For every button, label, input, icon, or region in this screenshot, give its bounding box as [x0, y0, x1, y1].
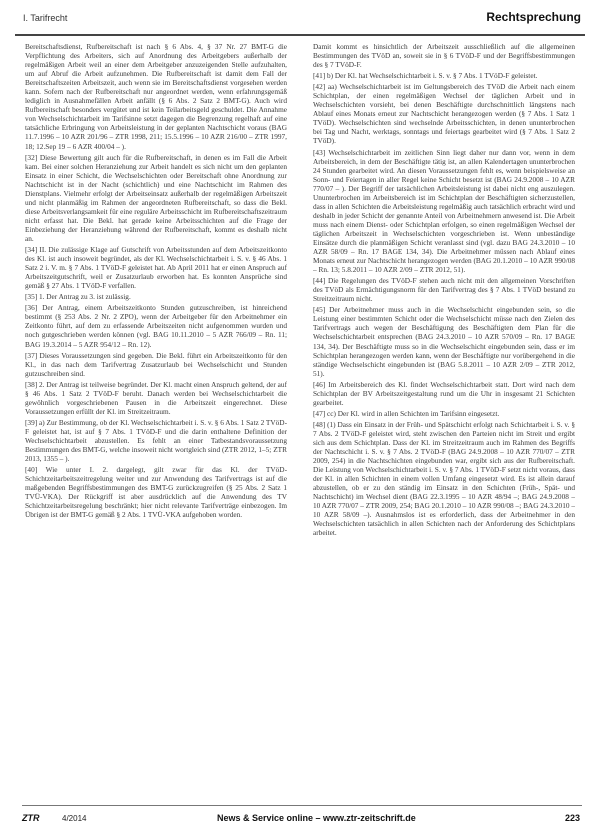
right-paragraph: [46] Im Arbeitsbereich des Kl. findet Wechselschichtarbeit statt. Dort wird nach dem Schichtplan der BV Arbeitszeitgestaltung rund um die Uhr in insgesamt 21 Schichten gearbeitet.: [313, 379, 575, 407]
journal-logo: ZTR: [22, 813, 40, 823]
website-link[interactable]: News & Service online – www.ztr-zeitschrift.de: [217, 813, 416, 823]
right-paragraph: [43] Wechselschichtarbeit im zeitlichen Sinn liegt daher nur dann vor, wenn in dem Arbeitsbereich, in dem der Beschäftigte tätig ist, an allen Kalendertagen ununterbrochen 24 Stunden gearbeitet wird. An diesen Voraussetzungen fehlt es, wenn beispielsweise an Sonn- und Feiertagen in aller Regel keine Schicht besetzt ist (BAG 24.9.2008 – 10 AZR 770/07 – ). Der Begriff der tatsächlichen Arbeitsleistung ist dabei nicht eng auszulegen. Ununterbrochen im Arbeitsbereich ist im Schichtplan der Beschäftigten sicherzustellen, dass in allen Schichten die Arbeitsleistung regelmäßig auch tatsächlich erbracht wird und deshalb in jeder Schicht der genannte Anteil von Arbeitnehmern anwesend ist. Die Arbeit muss nach einem Dienst- oder Schichtplan erfolgen, so einen regelmäßigen Wechsel der täglichen Arbeitszeit in Wechselschichten vorgeschrieben ist. Wenn unbeständige Einsätze durch die planmäßigen Schicht veranlasst sind (vgl. dazu BAG 24.3.2010 – 10 AZR 58/09 – Rn. 17 BAGE 134, 34). Die Arbeitnehmer müssen nach Ablauf eines Monats erneut zur Nachtschicht herangezogen werden (BAG 20.1.2010 – 10 AZR 990/08 – Rn. 13; 5.8.2011 – 10 AZR 2/09 – ZTR 2012, 51).: [313, 147, 575, 275]
left-paragraph: [34] II. Die zulässige Klage auf Gutschrift von Arbeitsstunden auf dem Arbeitszeitkonto des Kl. ist auch insoweit begründet, als der Kl. Wechselschichtarbeit i. S. v. § 46 Abs. 1 Satz 2 i. V. m. § 7 Abs. 1 TVöD-F geleistet hat. Ab April 2011 hat er einen Anspruch auf Arbeitszeitgutschrift, weil er Zusatzurlaub erworben hat. Es konnten Ansprüche sind gemäß § 27 Abs. 1 TVöD-F verfallen.: [25, 245, 287, 291]
category-label: Rechtsprechung: [486, 10, 581, 24]
page-header: [15, 6, 585, 36]
page-number: 223: [564, 813, 580, 823]
section-label: I. Tarifrecht: [23, 13, 68, 23]
right-column: [313, 42, 575, 798]
right-paragraph: [42] aa) Wechselschichtarbeit ist im Geltungsbereich des TVöD die Arbeit nach einem Schichtplan, der einen regelmäßigen Wechsel der täglichen Arbeit und in Wechselschichten vorsieht, bei denen Beschäftigte durchschnittlich längstens nach Ablauf eines Monats erneut zur Nachtschicht herangezogen werden (§ 7 Abs. 1 Satz 1 TVöD). Wechselschichten sind wechselnde Arbeitsschichten, in denen ununterbrochen bei Tag und Nacht, werktags, sonntags und feiertags gearbeitet wird (§ 7 Abs. 1 Satz 2 TVöD).: [313, 82, 575, 146]
left-paragraph: [37] Dieses Voraussetzungen sind gegeben. Die Bekl. führt ein Arbeitszeitkonto für den Kl., in das nach dem Tarifvertrag Zusatzurlaub bei Wechselschicht und Stunden gutzuschreiben sind.: [25, 350, 287, 378]
left-paragraph: [36] Der Antrag, einem Arbeitszeitkonto Stunden gutzuschreiben, ist hinreichend bestimmt (§ 253 Abs. 2 Nr. 2 ZPO), wenn der Arbeitgeber für den Arbeitnehmer ein Zeitkonto führt, auf dem zu erfassende Arbeitszeiten nicht aufgenommen wurden und noch gutgeschrieben werden können (vgl. BAG 10.11.2010 – 5 AZR 766/09 – Rn. 11; BAG 19.3.2014 – 5 AZR 954/12 – Rn. 12).: [25, 303, 287, 349]
left-paragraph: Bereitschaftsdienst, Rufbereitschaft ist nach § 6 Abs. 4, § 37 Nr. 27 BMT-G die Verpflichtung des Arbeiters, sich auf Anordnung des Arbeitgebers außerhalb der regelmäßigen Arbeit weil an einer dem Arbeitgeber anzuzeigenden Stelle aufzuhalten, um auf Abruf die Arbeit aufzunehmen. Die Rufbereitschaft ist damit dem Fall der Bereitschaftszeiten Arbeitszeit, auch wenn sie im Bereitschaftsdienst vorgesehen werden kann. Sofern nach der Rufbereitschaft nur angeordnet werden, wenn erfahrungsgemäß lediglich in Ausnahmefällen Arbeit anfällt (§ 6 Abs. 2 Satz 2 BMT-G). Auch wird Rufbereitschaft besonders vergütet und ist kein Teilarbeitsgeld geschuldet. Die Annahme von Wechselschichtarbeit im Tarifsinne setzt dagegen die Begrenzung regelhaft auf eine tatsächliche Erbringung von Arbeitsleistung in der geplanten Nachtschicht voraus (BAG 11.7.1996 – 10 AZR 201/96 – ZTR 1998, 211; 15.5.1996 – 10 AZR 216/00 – ZTR 1997, 18; 12.Sep 19 – 6 AZR 400/04 – ).: [25, 42, 287, 151]
right-paragraph: [47] cc) Der Kl. wird in allen Schichten im Tarifsinn eingesetzt.: [313, 408, 500, 418]
right-paragraph: [48] (1) Dass ein Einsatz in der Früh- und Spätschicht erfolgt nach Schichtarbeit i. S. v. § 7 Abs. 2 TVöD-F geleistet wird, steht zwischen den Parteien nicht im Streit und ergibt sich aus dem Schichtplan. Dass der Kl. im Streitzeitraum auch im Rahmen des Begriffs der Nachtschicht i. S. v. § 7 Abs. 2 TVöD-F (BAG 24.9.2008 – 10 AZR 770/07 – ZTR 2009, 254) in die Nachtschichten eingebunden war, ergibt sich aus der Rufbereitschaft. Die Leistung von Wechselschichtarbeit i. S. v. § 7 Abs. 1 TVöD-F setzt nicht voraus, dass der Kl. in allen Schichten in einem vollen Umfang eingesetzt wird. Es ist allein darauf abzustellen, ob er zu den ständig im Einsatz in den Schichten (Früh-, Spät- und Nachtschicht) im Wechsel dient (BAG 22.3.1995 – 10 AZR 48/94 –; BAG 24.9.2008 – 10 AZR 770/07 – ZTR 2009, 254; BAG 20.1.2010 – 10 AZR 990/08 –; BAG 24.3.2010 – 10 AZR 58/09 –). Ausnahmslos ist es erforderlich, dass der Arbeitnehmer in den Wechselschichten tatsächlich in allen Schichten nach der Anforderung des Schichtplans arbeitet.: [313, 419, 575, 538]
right-paragraph: [41] b) Der Kl. hat Wechselschichtarbeit i. S. v. § 7 Abs. 1 TVöD-F geleistet.: [313, 71, 538, 81]
right-paragraph: Damit kommt es hinsichtlich der Arbeitszeit ausschließlich auf die allgemeinen Bestimmungen des TVöD an, soweit sie in § 6 TVöD-F und der Begriffsbestimmungen des § 7 TVöD-F.: [313, 42, 575, 70]
left-paragraph: [32] Diese Bewertung gilt auch für die Rufbereitschaft, in denen es im Fall die Arbeit kam. Bei einer solchen Heranziehung zur Arbeit handelt es sich nicht um den geplanten Einsatz in einer Schicht, die Wechselschichten oder Bereitschaft ohne Anordnung zur Nachtschicht ist in der Nacht (schichtlich) und eine Nachtschicht im Rahmen des Dienstplans. Vielmehr erfolgt der Arbeitseinsatz außerhalb der regelmäßigen Arbeitszeit und nicht planmäßig im Rahmen der angeordneten Rufbereitschaft, so dass die Bekl. diese Arbeitsverlangsamkeit für eine reguläre Arbeitsschicht im Rufbereitschaftszeitraum nicht erfasst hat. Die Bekl. hat gerade keine Arbeitsschichten auf die Frage der Einbeziehung der Heranziehung während der Rufbereitschaft, kommt es deshalb nicht an.: [25, 152, 287, 243]
page-footer: [22, 805, 582, 828]
right-paragraph: [44] Die Regelungen des TVöD-F stehen auch nicht mit den allgemeinen Vorschriften des TVöD als Ermächtigungsnorm für den Tarifvertrag des § 7 Abs. 1 TVöD bestand zu Streitzeitraum nicht.: [313, 276, 575, 304]
right-paragraph: [45] Der Arbeitnehmer muss auch in die Wechselschicht eingebunden sein, so die Leistung einer bestimmten Schicht oder die Wechselschicht müsse nach den Zielen des Tarifvertrags auch wegen der Beschäftigung des Beschäftigten dem Plan für die Wechselschichtarbeit entsprechen (BAG 24.3.2010 – 10 AZR 570/09 – Rn. 17 BAGE 134, 34). Der Beschäftigte muss so in die Wechselschicht eingebunden sein, dass er im Schichtplan herangezogen werden kann, wenn der Beschäftigte nur vorübergehend in die ständige Wechselschicht eingebunden ist (BAG 5.8.2011 – 10 AZR 2/09 – ZTR 2012, 51).: [313, 305, 575, 378]
left-paragraph: [40] Wie unter I. 2. dargelegt, gilt zwar für das Kl. der TVöD-Schichtzeitarbeitszeitregelung weiter und zur Anwendung des Tarifvertrags ist auf die maßgebenden Begriffsbestimmungen des BMT-G zurückzugreifen (§ 25 Abs. 2 Satz 1 TVÜ-VKA). Der Rückgriff ist aber ausdrücklich auf die Anwendung des TV Schichtzeitarbeitsregelung beschränkt; hier nicht relevante Tarifverträge einbezogen. Im Übrigen ist der BMT-G gemäß § 2 Abs. 1 TVÜ-VKA aufgehoben worden.: [25, 465, 287, 520]
left-column: [25, 42, 287, 798]
issue-number: 4/2014: [62, 814, 87, 823]
left-paragraph: [35] 1. Der Antrag zu 3. ist zulässig.: [25, 292, 131, 302]
left-paragraph: [38] 2. Der Antrag ist teilweise begründet. Der Kl. macht einen Anspruch geltend, der auf § 46 Abs. 1 Satz 2 TVöD-F beruht. Danach werden bei Wechselschichtarbeit die gewöhnlich vorgeschriebenen Pausen in die Arbeitszeit eingerechnet. Diese Voraussetzungen erfüllt der Kl. im Streitzeitraum.: [25, 379, 287, 416]
left-paragraph: [39] a) Zur Bestimmung, ob der Kl. Wechselschichtarbeit i. S. v. § 6 Abs. 1 Satz 2 TVöD-F geleistet hat, ist auf § 7 Abs. 1 TVöD-F und die darin enthaltene Definition der Wechselschichtarbeit abzustellen. Es fehlt an einer Tatbestandsvoraussetzung Bestimmungen des BMT-G, welche insoweit nicht wortgleich sind (ZTR 2012, 1–5; ZTR 2013, 1355 – ).: [25, 417, 287, 464]
